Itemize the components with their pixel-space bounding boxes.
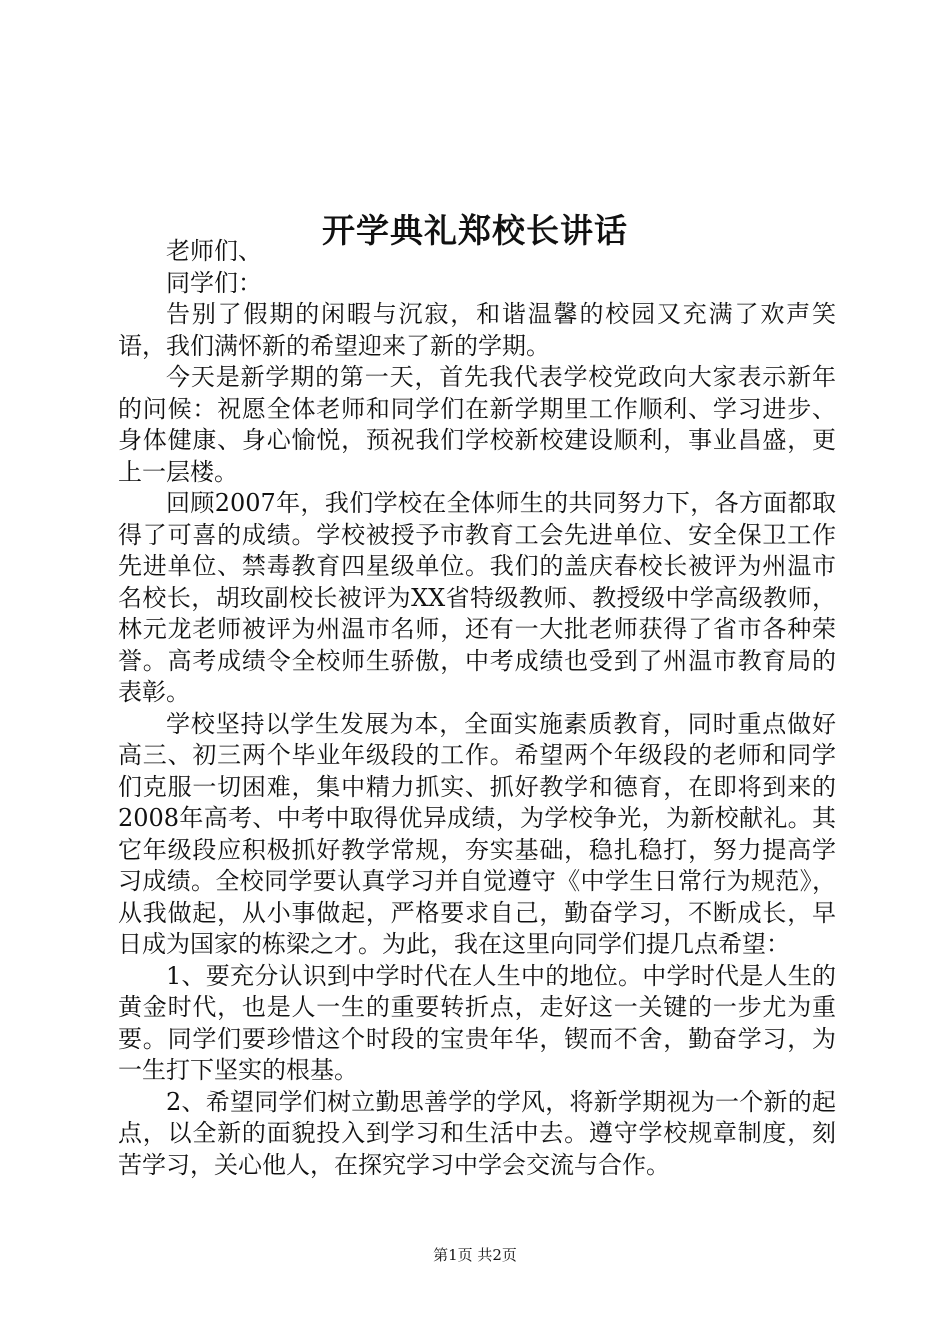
document-title: 开学典礼郑校长讲话 xyxy=(322,211,628,251)
paragraph-greeting: 今天是新学期的第一天，首先我代表学校党政向大家表示新年的问候：祝愿全体老师和同学们在新学期里工作顺利、学习进步、身体健康、身心愉悦，预祝我们学校新校建设顺利，事业昌盛，更上一层楼。 xyxy=(118,363,836,486)
page-footer: 第1页 共2页 xyxy=(433,1246,517,1264)
paragraph-opening: 告别了假期的闲暇与沉寂，和谐温馨的校园又充满了欢声笑语，我们满怀新的希望迎来了新的学期。 xyxy=(118,300,836,360)
paragraph-hope-2: 2、希望同学们树立勤思善学的学风，将新学期视为一个新的起点，以全新的面貌投入到学习和生活中去。遵守学校规章制度，刻苦学习，关心他人，在探究学习中学会交流与合作。 xyxy=(118,1087,836,1179)
salutation-students: 同学们： xyxy=(166,268,262,297)
paragraph-school-goals: 学校坚持以学生发展为本，全面实施素质教育，同时重点做好高三、初三两个毕业年级段的工作。希望两个年级段的老师和同学们克服一切困难，集中精力抓实、抓好教学和德育，在即将到来的2008年高考、中考中取得优异成绩，为学校争光，为新校献礼。其它年级段应积极抓好教学常规，夯实基础，稳扎稳打，努力提高学习成绩。全校同学要认真学习并自觉遵守《中学生日常行为规范》，从我做起，从小事做起，严格要求自己，勤奋学习，不断成长，早日成为国家的栋梁之才。为此，我在这里向同学们提几点希望： xyxy=(118,709,836,958)
paragraph-hope-1: 1、要充分认识到中学时代在人生中的地位。中学时代是人生的黄金时代，也是人一生的重要转折点，走好这一关键的一步尤为重要。同学们要珍惜这个时段的宝贵年华，锲而不舍，勤奋学习，为一生打下坚实的根基。 xyxy=(118,961,836,1084)
salutation-teachers: 老师们、 xyxy=(166,237,262,265)
paragraph-review-2007: 回顾2007年，我们学校在全体师生的共同努力下，各方面都取得了可喜的成绩。学校被授予市教育工会先进单位、安全保卫工作先进单位、禁毒教育四星级单位。我们的盖庆春校长被评为州温市名校长，胡玫副校长被评为XX省特级教师、教授级中学高级教师，林元龙老师被评为州温市名师，还有一大批老师获得了省市各种荣誉。高考成绩令全校师生骄傲，中考成绩也受到了州温市教育局的表彰。 xyxy=(118,489,836,706)
document-body xyxy=(118,236,836,1181)
